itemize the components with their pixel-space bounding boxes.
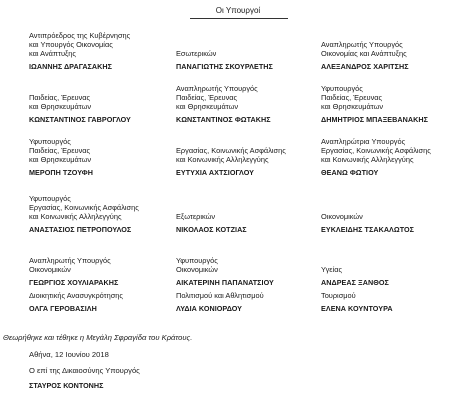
- ministry-title-line: και Ανάπτυξης: [29, 48, 76, 58]
- ministry-title-line: Παιδείας, Έρευνας: [176, 92, 238, 102]
- signature-block: [321, 40, 409, 71]
- signature-block: [321, 84, 428, 124]
- ministry-title-line: Αναπληρωτής Υπουργός: [176, 83, 258, 93]
- ministry-title-line: Παιδείας, Έρευνας: [29, 145, 91, 155]
- place-date: Αθήνα, 12 Ιουνίου 2018: [29, 350, 109, 359]
- signature-block: [321, 137, 431, 177]
- minister-name: ΝΙΚΟΛΑΟΣ ΚΟΤΖΙΑΣ: [176, 224, 247, 234]
- minister-name: ΕΥΚΛΕΙΔΗΣ ΤΣΑΚΑΛΩΤΟΣ: [321, 224, 415, 234]
- signature-block: [176, 291, 264, 313]
- minister-name: ΘΕΑΝΩ ΦΩΤΙΟΥ: [321, 167, 379, 177]
- minister-name: ΑΝΑΣΤΑΣΙΟΣ ΠΕΤΡΟΠΟΥΛΟΣ: [29, 224, 132, 234]
- ministry-title-line: Αναπληρωτής Υπουργός: [321, 39, 403, 49]
- ministry-title-line: και Θρησκευμάτων: [29, 101, 92, 111]
- signature-block: [176, 212, 247, 234]
- ministry-title-line: Οικονομικών: [29, 264, 71, 274]
- ministry-title-line: Οικονομικών: [176, 264, 218, 274]
- ministry-title-line: και Κοινωνικής Αλληλεγγύης: [176, 154, 269, 164]
- ministry-title-line: Αναπληρώτρια Υπουργός: [321, 136, 406, 146]
- ministry-title-line: Υγείας: [321, 264, 343, 274]
- minister-name: ΓΕΩΡΓΙΟΣ ΧΟΥΛΙΑΡΑΚΗΣ: [29, 277, 119, 287]
- signature-block: [176, 146, 286, 177]
- ministry-title-line: Εσωτερικών: [176, 48, 217, 58]
- justice-minister-title: Ο επί της Δικαιοσύνης Υπουργός: [29, 366, 140, 375]
- minister-name: ΑΙΚΑΤΕΡΙΝΗ ΠΑΠΑΝΑΤΣΙΟΥ: [176, 277, 274, 287]
- heading-underline: [190, 18, 288, 19]
- ministry-title-line: Υφυπουργός: [29, 136, 71, 146]
- minister-name: ΙΩΑΝΝΗΣ ΔΡΑΓΑΣΑΚΗΣ: [29, 61, 113, 71]
- signature-block: [29, 93, 131, 124]
- ministry-title-line: Εξωτερικών: [176, 211, 216, 221]
- ministry-title-line: Διοικητικής Ανασυγκρότησης: [29, 290, 123, 300]
- ministry-title-line: και Θρησκευμάτων: [29, 154, 92, 164]
- minister-name: ΑΛΕΞΑΝΔΡΟΣ ΧΑΡΙΤΣΗΣ: [321, 61, 409, 71]
- signature-block: [29, 256, 118, 287]
- minister-name: ΛΥΔΙΑ ΚΟΝΙΟΡΔΟΥ: [176, 303, 243, 313]
- minister-name: ΟΛΓΑ ΓΕΡΟΒΑΣΙΛΗ: [29, 303, 97, 313]
- ministers-heading: Οι Υπουργοί: [215, 6, 261, 15]
- ministry-title-line: Παιδείας, Έρευνας: [29, 92, 91, 102]
- signature-block: [29, 31, 130, 71]
- signature-block: [321, 291, 393, 313]
- minister-name: ΕΛΕΝΑ ΚΟΥΝΤΟΥΡΑ: [321, 303, 393, 313]
- ministry-title-line: Παιδείας, Έρευνας: [321, 92, 383, 102]
- ministry-title-line: Υφυπουργός: [176, 255, 218, 265]
- ministry-title-line: και Θρησκευμάτων: [176, 101, 239, 111]
- ministry-title-line: και Υπουργός Οικονομίας: [29, 39, 113, 49]
- ministry-title-line: και Κοινωνικής Αλληλεγγύης: [321, 154, 414, 164]
- ministry-title-line: Οικονομικών: [321, 211, 363, 221]
- signature-block: [321, 265, 389, 287]
- signature-block: [176, 84, 271, 124]
- minister-name: ΚΩΝΣΤΑΝΤΙΝΟΣ ΓΑΒΡΟΓΛΟΥ: [29, 114, 131, 124]
- minister-name: ΜΕΡΟΠΗ ΤΖΟΥΦΗ: [29, 167, 93, 177]
- minister-name: ΚΩΝΣΤΑΝΤΙΝΟΣ ΦΩΤΑΚΗΣ: [176, 114, 271, 124]
- ministry-title-line: Τουρισμού: [321, 290, 356, 300]
- ministry-title-line: Αντιπρόεδρος της Κυβέρνησης: [29, 30, 131, 40]
- signature-block: [321, 212, 414, 234]
- ministry-title-line: Υφυπουργός: [29, 193, 71, 203]
- signature-block: [176, 49, 273, 71]
- seal-statement: Θεωρήθηκε και τέθηκε η Μεγάλη Σφραγίδα του Κράτους.: [3, 333, 193, 342]
- ministry-title-line: Εργασίας, Κοινωνικής Ασφάλισης: [321, 145, 431, 155]
- signature-block: [29, 291, 123, 313]
- ministry-title-line: Πολιτισμού και Αθλητισμού: [176, 290, 264, 300]
- ministry-title-line: Αναπληρωτής Υπουργός: [29, 255, 111, 265]
- minister-name: ΔΗΜΗΤΡΙΟΣ ΜΠΑΞΕΒΑΝΑΚΗΣ: [321, 114, 428, 124]
- ministry-title-line: Υφυπουργός: [321, 83, 363, 93]
- signature-block: [29, 194, 139, 234]
- signature-block: [176, 256, 274, 287]
- ministry-title-line: Εργασίας, Κοινωνικής Ασφάλισης: [176, 145, 286, 155]
- minister-name: ΕΥΤΥΧΙΑ ΑΧΤΣΙΟΓΛΟΥ: [176, 167, 254, 177]
- ministry-title-line: και Κοινωνικής Αλληλεγγύης: [29, 211, 122, 221]
- minister-name: ΠΑΝΑΓΙΩΤΗΣ ΣΚΟΥΡΛΕΤΗΣ: [176, 61, 273, 71]
- justice-minister-name: ΣΤΑΥΡΟΣ ΚΟΝΤΟΝΗΣ: [29, 381, 104, 390]
- minister-name: ΑΝΔΡΕΑΣ ΞΑΝΘΟΣ: [321, 277, 389, 287]
- signature-block: [29, 137, 93, 177]
- ministry-title-line: Εργασίας, Κοινωνικής Ασφάλισης: [29, 202, 139, 212]
- ministry-title-line: Οικονομίας και Ανάπτυξης: [321, 48, 407, 58]
- ministry-title-line: και Θρησκευμάτων: [321, 101, 384, 111]
